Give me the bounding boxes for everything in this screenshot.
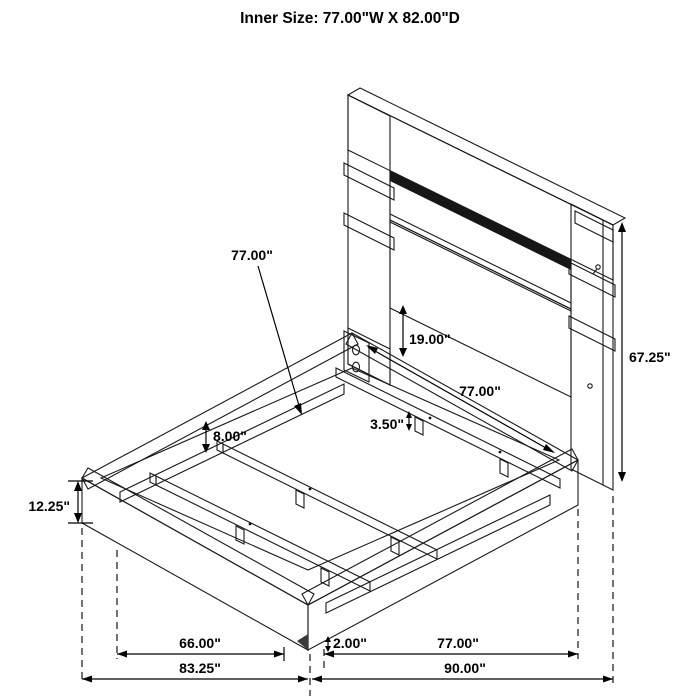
screw-dot (249, 523, 252, 526)
dim-base-height-label: 12.25" (28, 498, 70, 514)
dim-slat-width-label: 77.00" (231, 247, 273, 263)
dim-overall-width-label: 90.00" (444, 660, 486, 676)
dim-headboard-height-label: 67.25" (629, 349, 671, 365)
screw-dot (429, 417, 432, 420)
dim-inner-depth-label: 66.00" (179, 635, 221, 651)
dim-panel-gap-label: 19.00" (409, 331, 451, 347)
dim-offset-label: 2.00" (333, 635, 367, 651)
screw-dot (309, 488, 312, 491)
screw-dot (499, 451, 502, 454)
dim-slat-thickness-label: 3.50" (370, 416, 404, 432)
dim-overall-depth-label: 83.25" (179, 660, 221, 676)
dim-drop-label: 8.00" (213, 428, 247, 444)
dim-inner-width-label: 77.00" (459, 383, 501, 399)
diagram-title: Inner Size: 77.00"W X 82.00"D (240, 10, 460, 27)
dim-bottom-width-label: 77.00" (437, 635, 479, 651)
